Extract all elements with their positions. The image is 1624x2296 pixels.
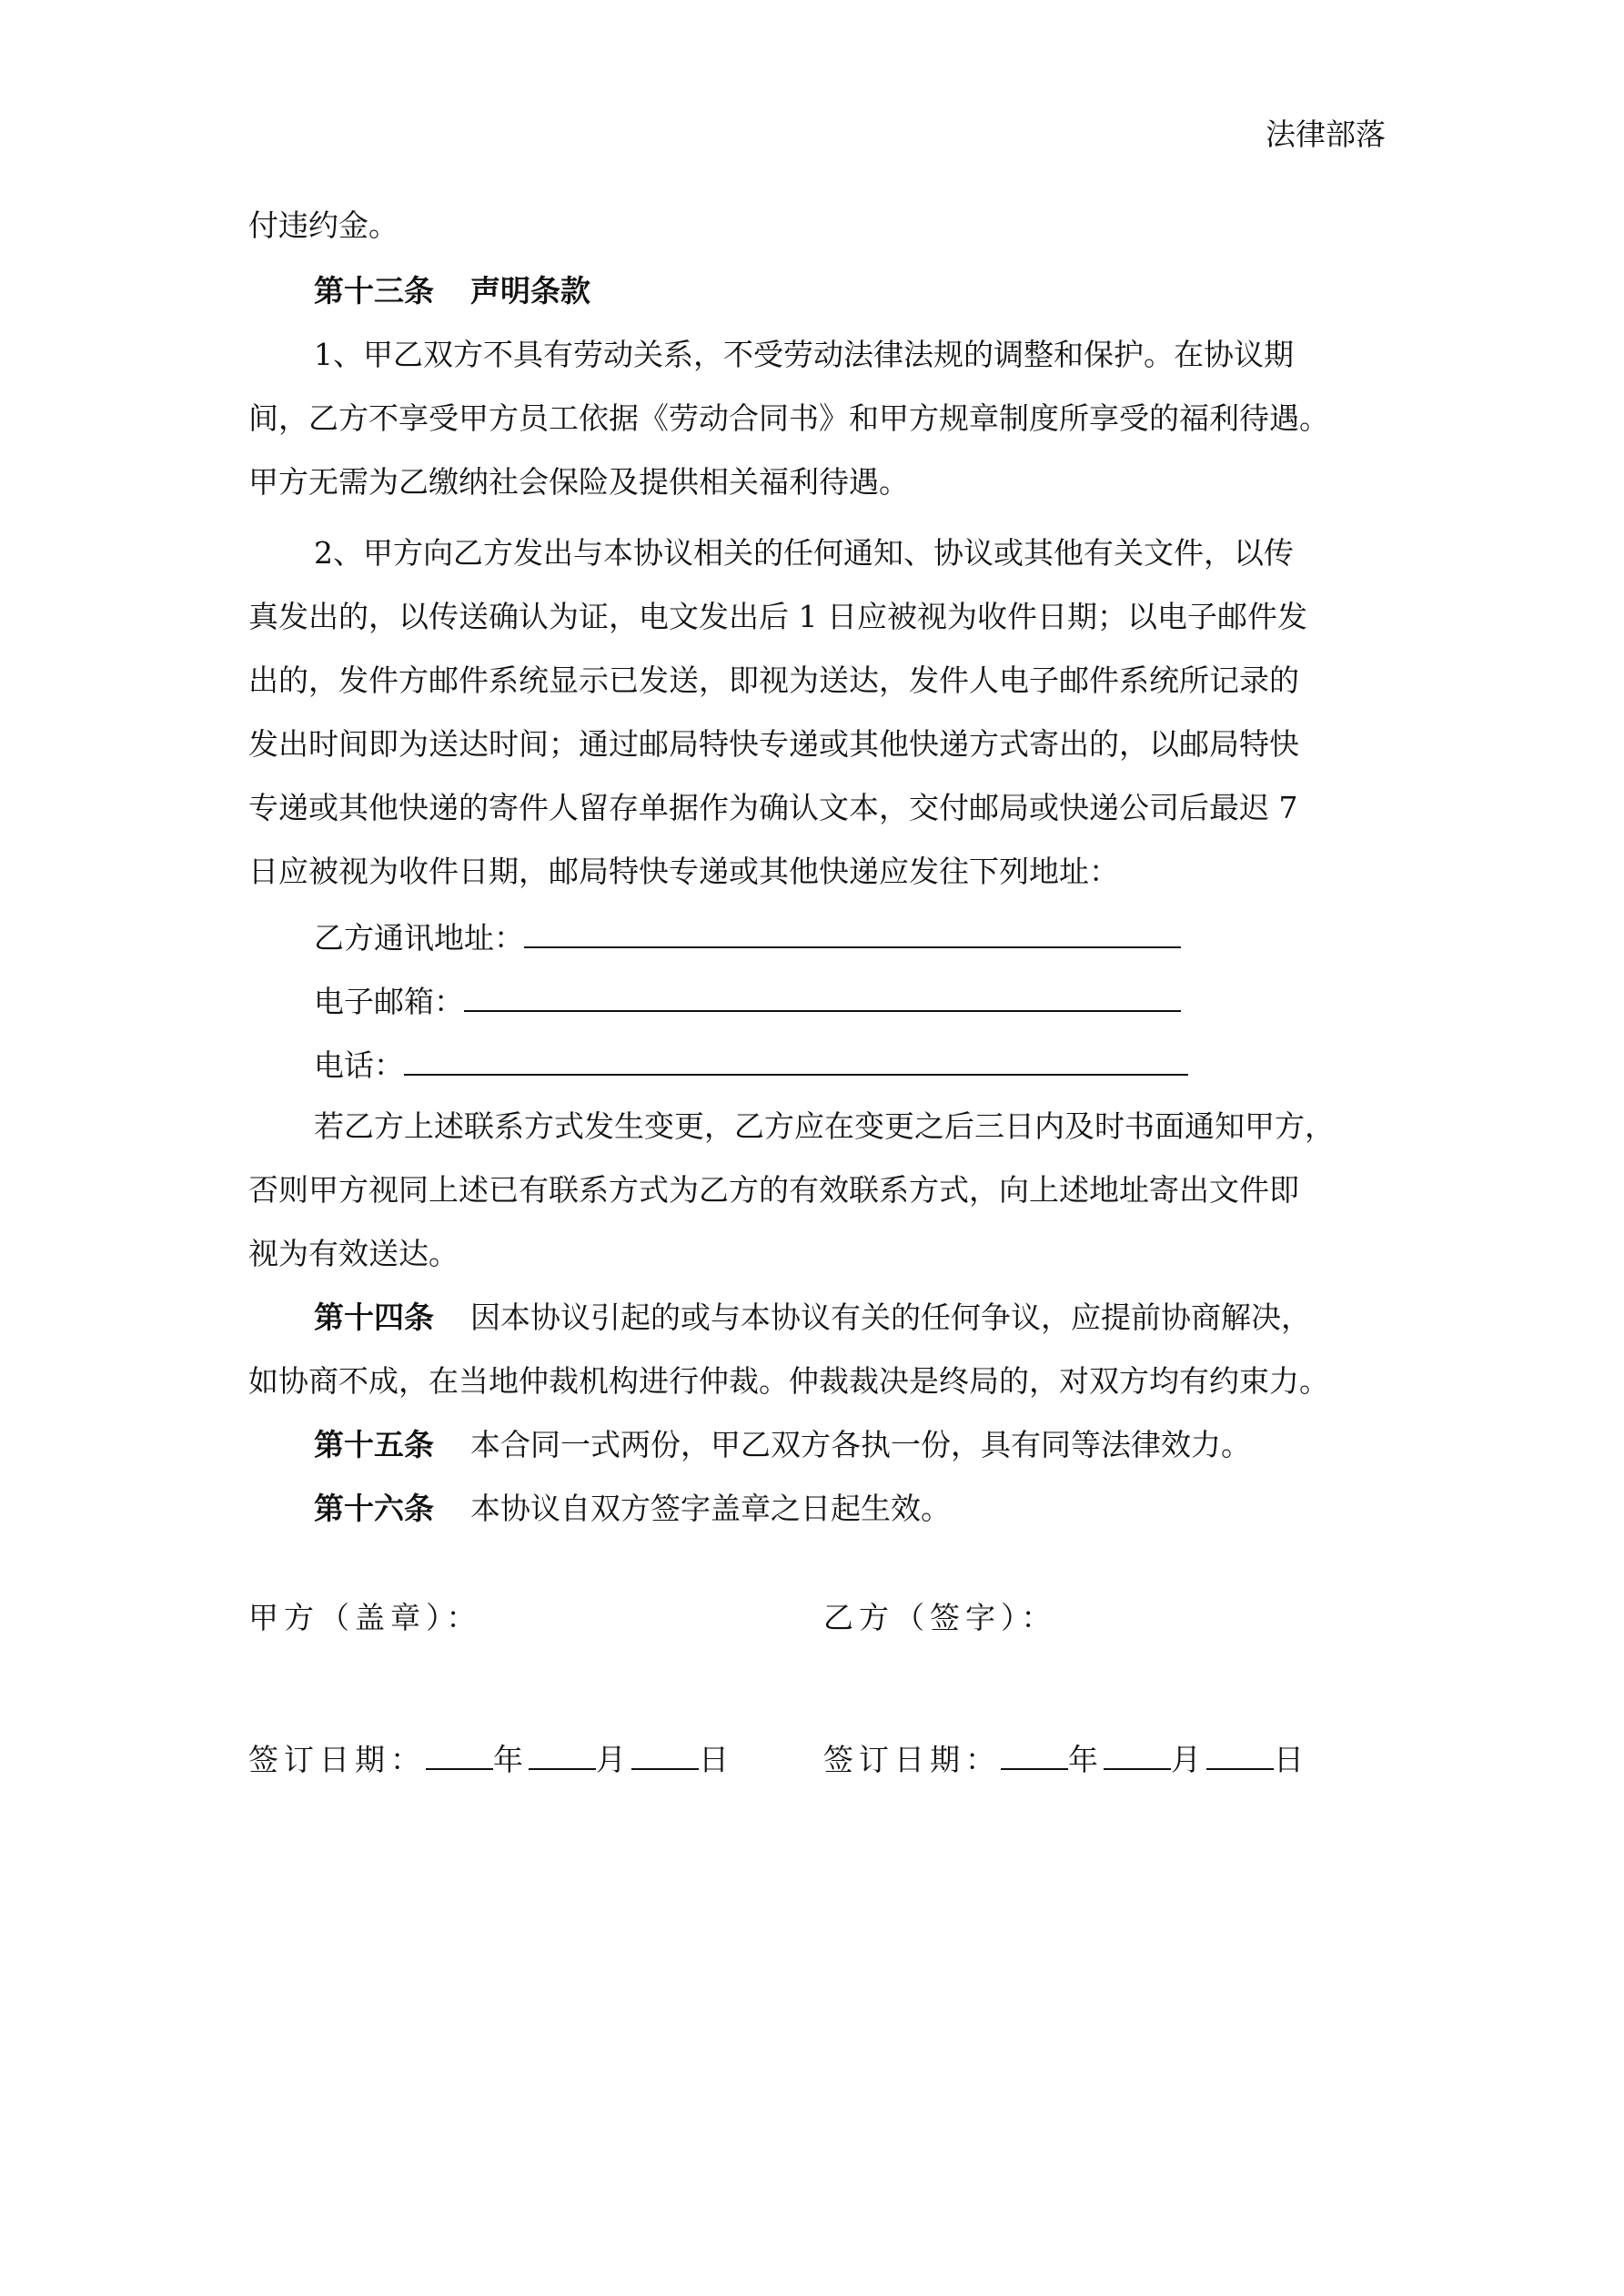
article-16-text: 本协议自双方签字盖章之日起生效。 [470,1491,951,1526]
phone-label: 电话： [314,1047,404,1083]
day-label: 日 [699,1742,734,1777]
month-blank [529,1739,596,1770]
para-end-prev: 付违约金。 [248,207,398,243]
year-label: 年 [1068,1742,1104,1777]
article-15-text: 本合同一式两份，甲乙双方各执一份，具有同等法律效力。 [470,1427,1251,1462]
party-b-signature-label: 乙方（签字）： [823,1600,1057,1635]
year-blank [1001,1739,1068,1770]
year-blank [426,1739,493,1770]
clause-2-line-1: 2、甲方向乙方发出与本协议相关的任何通知、协议或其他有关文件，以传 [314,535,1294,571]
month-label: 月 [1171,1742,1206,1777]
month-label: 月 [596,1742,631,1777]
clause-2-line-6: 日应被视为收件日期，邮局特快专递或其他快递应发往下列地址： [248,854,1119,889]
address-row [314,917,1181,956]
clause-1-line-2: 间，乙方不享受甲方员工依据《劳动合同书》和甲方规章制度所享受的福利待遇。 [248,400,1329,436]
article-15-number: 第十五条 [314,1427,434,1462]
phone-blank [404,1045,1188,1076]
article-13-title: 声明条款 [470,273,590,308]
clause-2-line-2: 真发出的，以传送确认为证，电文发出后 1 日应被视为收件日期；以电子邮件发 [248,599,1307,634]
article-14-number: 第十四条 [314,1300,434,1335]
clause-2-line-3: 出的，发件方邮件系统显示已发送，即视为送达，发件人电子邮件系统所记录的 [248,663,1299,698]
date-label: 签订日期： [823,1742,1001,1777]
article-14-text: 因本协议引起的或与本协议有关的任何争议，应提前协商解决， [470,1300,1311,1335]
day-blank [1206,1739,1274,1770]
change-notice-line-3: 视为有效送达。 [248,1236,459,1271]
email-label: 电子邮箱： [314,984,464,1019]
year-label: 年 [493,1742,529,1777]
clause-1-line-3: 甲方无需为乙缴纳社会保险及提供相关福利待遇。 [248,464,909,500]
date-label: 签订日期： [248,1742,426,1777]
article-13-heading [314,273,590,309]
article-14-line-1 [314,1300,1311,1336]
article-16-number: 第十六条 [314,1491,434,1526]
article-13-number: 第十三条 [314,273,434,308]
address-blank [524,917,1181,948]
day-label: 日 [1274,1742,1309,1777]
clause-1-line-1: 1、甲乙双方不具有劳动关系，不受劳动法律法规的调整和保护。在协议期 [314,337,1294,372]
month-blank [1104,1739,1171,1770]
header-label: 法律部落 [1266,116,1386,152]
phone-row [314,1045,1188,1084]
party-a-signature-label: 甲方（盖章）： [248,1600,482,1635]
change-notice-line-1: 若乙方上述联系方式发生变更，乙方应在变更之后三日内及时书面通知甲方， [314,1108,1335,1144]
clause-2-line-4: 发出时间即为送达时间；通过邮局特快专递或其他快递方式寄出的，以邮局特快 [248,726,1299,762]
email-blank [464,981,1181,1012]
party-b-date-row [823,1739,1309,1778]
change-notice-line-2: 否则甲方视同上述已有联系方式为乙方的有效联系方式，向上述地址寄出文件即 [248,1172,1299,1208]
party-a-date-row [248,1739,734,1778]
email-row [314,981,1181,1020]
article-15 [314,1427,1251,1463]
address-label: 乙方通讯地址： [314,920,524,956]
article-16 [314,1491,951,1527]
clause-2-line-5: 专递或其他快递的寄件人留存单据作为确认文本，交付邮局或快递公司后最迟 7 [248,790,1298,825]
article-14-line-2: 如协商不成，在当地仲裁机构进行仲裁。仲裁裁决是终局的，对双方均有约束力。 [248,1363,1329,1399]
day-blank [631,1739,699,1770]
